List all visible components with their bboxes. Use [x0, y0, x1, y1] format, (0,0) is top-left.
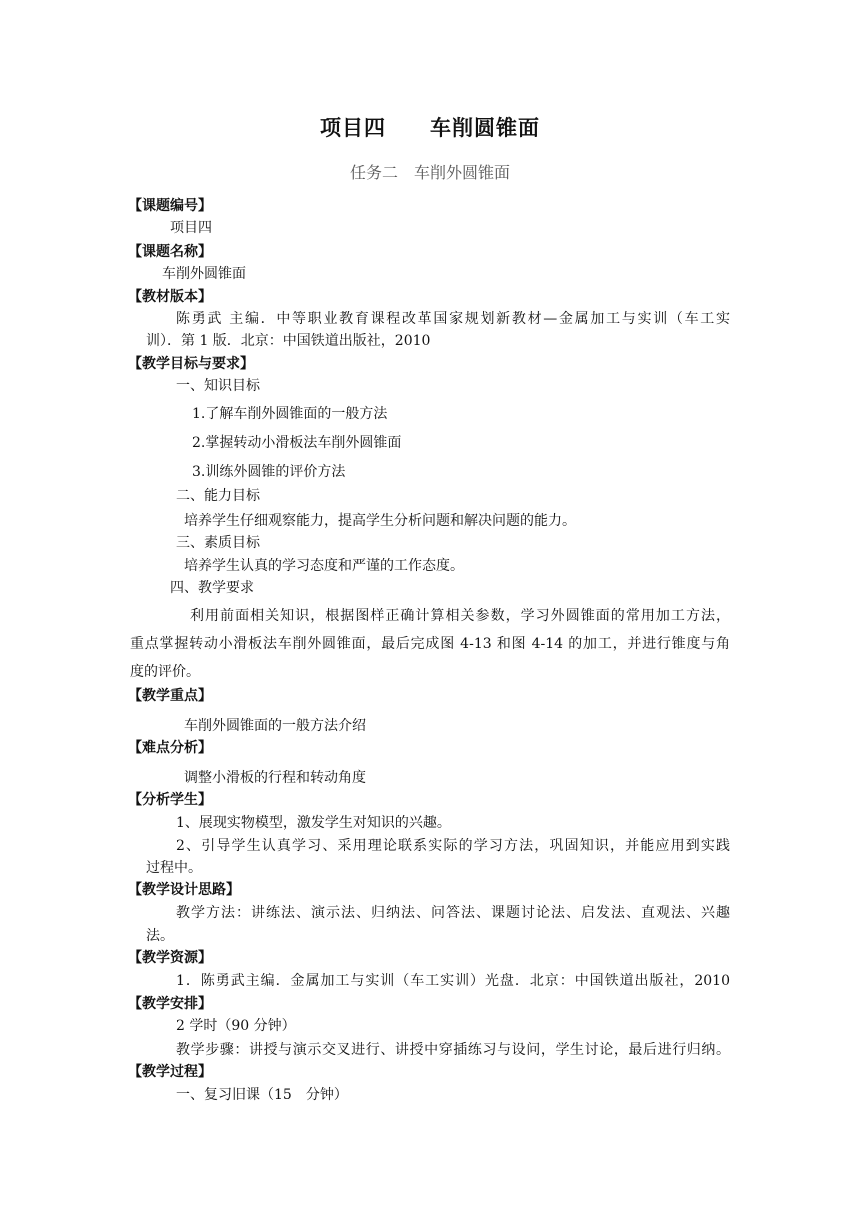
knowledge-item-1: 1.了解车削外圆锥面的一般方法 — [192, 406, 388, 422]
heading-resources: 【教学资源】 — [128, 950, 212, 966]
heading-design: 【教学设计思路】 — [128, 882, 240, 898]
heading-topic-no: 【课题编号】 — [128, 198, 212, 214]
arrangement-hours: 2 学时（90 分钟） — [176, 1018, 296, 1034]
design-line-1: 教学方法：讲练法、演示法、归纳法、问答法、课题讨论法、启发法、直观法、兴趣 — [176, 905, 730, 921]
key-points-text: 车削外圆锥面的一般方法介绍 — [184, 718, 366, 734]
resources-text: 1．陈勇武主编．金属加工与实训（车工实训）光盘．北京：中国铁道出版社，2010 — [176, 973, 730, 989]
knowledge-item-3: 3.训练外圆锥的评价方法 — [192, 464, 346, 480]
requirement-line-1: 利用前面相关知识，根据图样正确计算相关参数，学习外圆锥面的常用加工方法， — [190, 608, 730, 624]
students-line-1: 1、展现实物模型，激发学生对知识的兴趣。 — [176, 815, 451, 831]
requirement-line-3: 度的评价。 — [130, 664, 200, 680]
doc-subtitle: 任务二 车削外圆锥面 — [349, 163, 510, 182]
heading-arrangement: 【教学安排】 — [128, 996, 212, 1012]
textbook-line-1: 陈勇武 主编．中等职业教育课程改革国家规划新教材—金属加工与实训（车工实 — [176, 311, 730, 327]
quality-title: 三、素质目标 — [176, 535, 260, 551]
requirement-title: 四、教学要求 — [170, 580, 254, 596]
heading-process: 【教学过程】 — [128, 1064, 212, 1080]
heading-difficulty: 【难点分析】 — [128, 740, 212, 756]
textbook-line-2: 训）．第 1 版．北京：中国铁道出版社，2010 — [146, 333, 431, 349]
knowledge-title: 一、知识目标 — [176, 378, 260, 394]
arrangement-steps: 教学步骤：讲授与演示交叉进行、讲授中穿插练习与设问，学生讨论，最后进行归纳。 — [176, 1042, 730, 1058]
heading-objectives: 【教学目标与要求】 — [128, 356, 254, 372]
design-line-2: 法。 — [146, 928, 174, 944]
requirement-line-2: 重点掌握转动小滑板法车削外圆锥面，最后完成图 4-13 和图 4-14 的加工，并进行锥度与角 — [130, 636, 730, 652]
process-item-1: 一、复习旧课（15 分钟） — [176, 1087, 348, 1103]
topic-name-text: 车削外圆锥面 — [162, 266, 246, 282]
students-line-2: 2、引导学生认真学习、采用理论联系实际的学习方法，巩固知识，并能应用到实践 — [176, 838, 730, 854]
heading-students: 【分析学生】 — [128, 792, 212, 808]
quality-text: 培养学生认真的学习态度和严谨的工作态度。 — [184, 558, 464, 574]
difficulty-text: 调整小滑板的行程和转动角度 — [184, 770, 366, 786]
ability-title: 二、能力目标 — [176, 488, 260, 504]
heading-textbook: 【教材版本】 — [128, 289, 212, 305]
doc-title: 项目四 车削圆锥面 — [320, 116, 540, 140]
ability-text: 培养学生仔细观察能力，提高学生分析问题和解决问题的能力。 — [184, 513, 576, 529]
students-line-3: 过程中。 — [146, 860, 202, 876]
knowledge-item-2: 2.掌握转动小滑板法车削外圆锥面 — [192, 435, 402, 451]
heading-topic-name: 【课题名称】 — [128, 244, 212, 260]
topic-no-text: 项目四 — [170, 220, 212, 236]
heading-key-points: 【教学重点】 — [128, 688, 212, 704]
